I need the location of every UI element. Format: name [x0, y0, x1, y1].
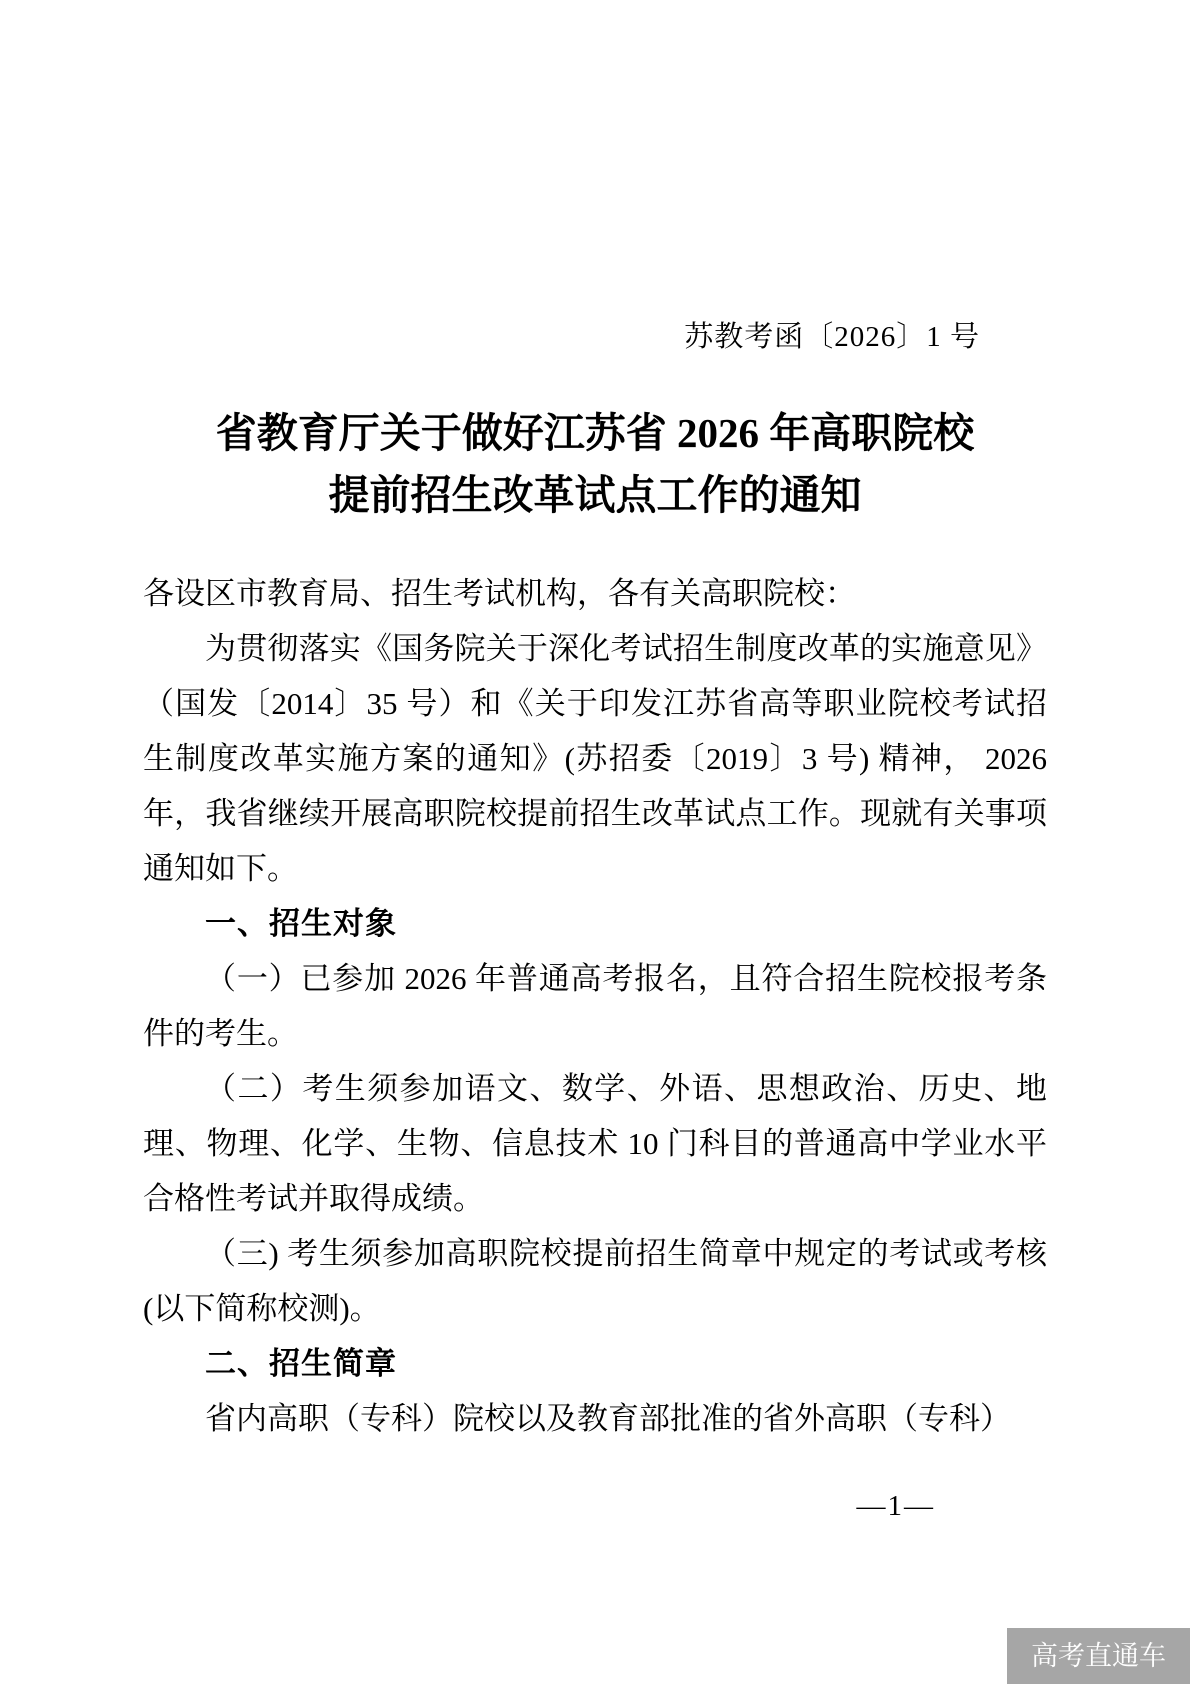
page-number: —1— — [856, 1490, 935, 1522]
document-title — [0, 402, 1190, 526]
paragraph: （三) 考生须参加高职院校提前招生简章中规定的考试或考核 (以下简称校测)。 — [143, 1236, 1047, 1326]
section-heading: 二、招生简章 — [205, 1346, 397, 1381]
paragraph: （二）考生须参加语文、数学、外语、思想政治、历史、地理、物理、化学、生物、信息技术 10 门科目的普通高中学业水平合格性考试并取得成绩。 — [143, 1071, 1047, 1216]
paragraph: 为贯彻落实《国务院关于深化考试招生制度改革的实施意见》（国发〔2014〕35 号）和《关于印发江苏省高等职业院校考试招生制度改革实施方案的通知》(苏招委〔2019〕3 号) 精神， 2026 年，我省继续开展高职院校提前招生改革试点工作。现就有关事项通知如下。 — [143, 631, 1047, 886]
document-reference-number: 苏教考函〔2026〕1 号 — [684, 321, 980, 353]
paragraph: 省内高职（专科）院校以及教育部批准的省外高职（专科） — [205, 1401, 1011, 1436]
document-title-line-1: 省教育厅关于做好江苏省 2026 年高职院校 — [215, 410, 975, 456]
section-heading: 一、招生对象 — [205, 906, 397, 941]
document-title-line-2: 提前招生改革试点工作的通知 — [328, 472, 862, 518]
document-body — [143, 566, 1047, 1446]
watermark-badge: 高考直通车 — [1007, 1628, 1190, 1684]
salutation: 各设区市教育局、招生考试机构，各有关高职院校： — [143, 576, 856, 611]
paragraph: （一）已参加 2026 年普通高考报名，且符合招生院校报考条件的考生。 — [143, 961, 1047, 1051]
